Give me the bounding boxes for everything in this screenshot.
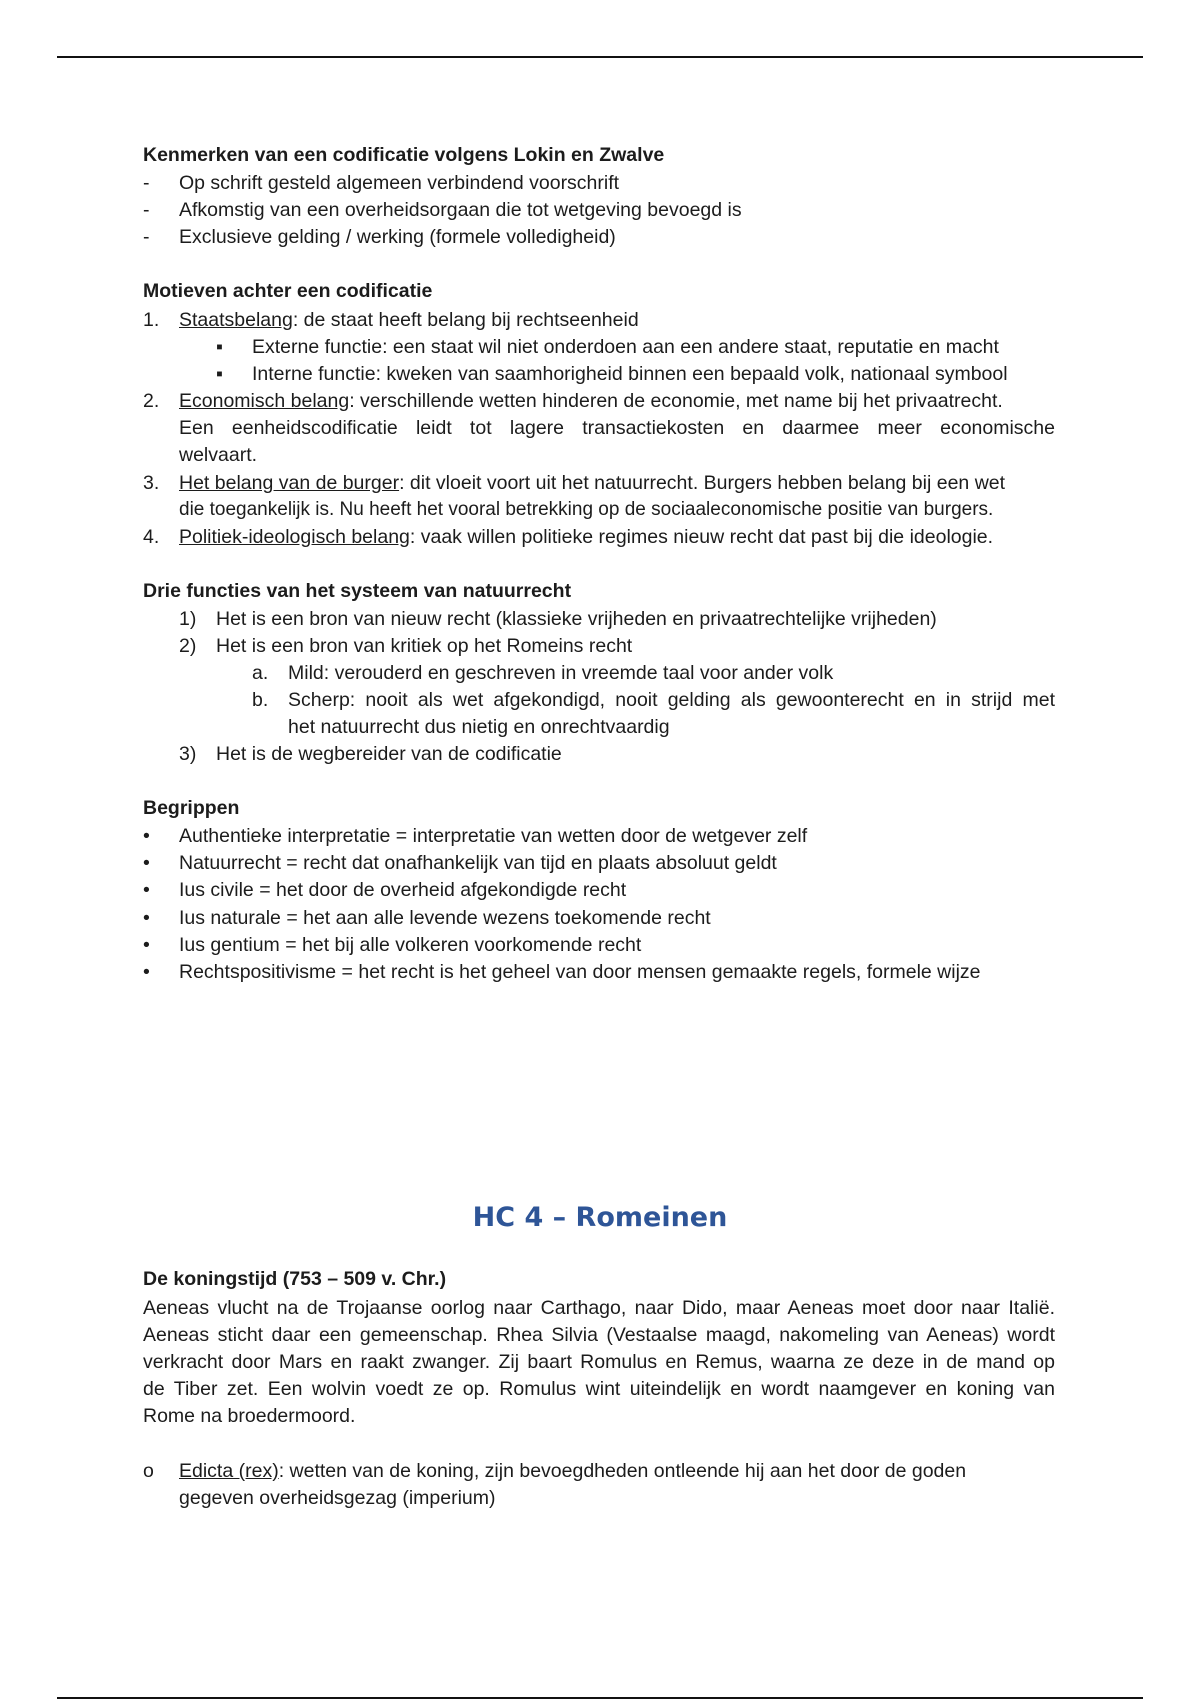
sub-list-item: Scherp: nooit als wet afgekondigd, nooit gelding als gewoonterecht en in strijd met	[288, 689, 1055, 711]
list-item: Afkomstig van een overheidsorgaan die tot wetgeving bevoegd is	[179, 199, 742, 221]
term-text: : de staat heeft belang bij rechtseenheid	[292, 309, 639, 331]
list-item: Het is een bron van kritiek op het Romeins recht	[216, 635, 633, 657]
chapter-title: HC 4 – Romeinen	[472, 1202, 728, 1233]
list-item	[179, 525, 993, 549]
bullet-marker: •	[143, 934, 150, 956]
list-letter: a.	[252, 662, 269, 684]
list-item	[179, 1459, 966, 1483]
header-rule	[57, 56, 1143, 58]
square-bullet: ▪	[216, 363, 223, 385]
sub-list-item: Interne functie: kweken van saamhorigheid binnen een bepaald volk, nationaal symbool	[252, 363, 1008, 385]
list-item: Ius civile = het door de overheid afgekondigde recht	[179, 879, 627, 901]
paragraph-line: Aeneas vlucht na de Trojaanse oorlog naar Carthago, naar Dido, maar Aeneas moet door naar Italië.	[143, 1297, 1055, 1319]
list-item: Het is een bron van nieuw recht (klassieke vrijheden en privaatrechtelijke vrijheden)	[216, 608, 937, 630]
list-item	[179, 308, 639, 332]
term: Het belang van de burger	[179, 472, 400, 494]
term-text: : verschillende wetten hinderen de economie, met name bij het privaatrecht.	[349, 390, 1003, 412]
list-item: Exclusieve gelding / werking (formele volledigheid)	[179, 226, 616, 248]
list-number: 3.	[143, 472, 160, 494]
paragraph-line: Rome na broedermoord.	[143, 1405, 356, 1427]
list-item: Ius naturale = het aan alle levende wezens toekomende recht	[179, 907, 711, 929]
list-item-continuation: die toegankelijk is. Nu heeft het vooral betrekking op de sociaaleconomische positie van burgers.	[179, 499, 994, 520]
list-number: 4.	[143, 526, 160, 548]
term: Politiek-ideologisch belang	[179, 526, 410, 548]
list-item: Het is de wegbereider van de codificatie	[216, 743, 562, 765]
list-item: Authentieke interpretatie = interpretatie van wetten door de wetgever zelf	[179, 825, 808, 847]
sub-list-item: Mild: verouderd en geschreven in vreemde taal voor ander volk	[288, 662, 834, 684]
list-item: Natuurrecht = recht dat onafhankelijk van tijd en plaats absoluut geldt	[179, 852, 777, 874]
list-number: 2)	[179, 635, 197, 657]
circle-bullet: o	[143, 1460, 154, 1482]
list-item	[179, 471, 1005, 495]
term-text: : dit vloeit voort uit het natuurrecht. Burgers hebben belang bij een wet	[399, 472, 1006, 494]
term-text: : vaak willen politieke regimes nieuw recht dat past bij die ideologie.	[409, 526, 994, 548]
dash-marker: -	[143, 199, 150, 221]
bullet-marker: •	[143, 852, 150, 874]
list-number: 2.	[143, 390, 160, 412]
list-item: Rechtspositivisme = het recht is het geheel van door mensen gemaakte regels, formele wijze	[179, 961, 981, 983]
section-heading-koningstijd: De koningstijd (753 – 509 v. Chr.)	[143, 1268, 447, 1290]
list-letter: b.	[252, 689, 269, 711]
sub-list-item-continuation: het natuurrecht dus nietig en onrechtvaardig	[288, 716, 670, 738]
paragraph-line: Aeneas sticht daar een gemeenschap. Rhea Silvia (Vestaalse maagd, nakomeling van Aeneas) wordt	[143, 1324, 1055, 1346]
sub-list-item: Externe functie: een staat wil niet onderdoen aan een andere staat, reputatie en macht	[252, 336, 999, 358]
term: Economisch belang	[179, 390, 350, 412]
list-item: Op schrift gesteld algemeen verbindend voorschrift	[179, 172, 620, 194]
list-number: 1)	[179, 608, 197, 630]
section-heading-drie-functies: Drie functies van het systeem van natuurrecht	[143, 580, 572, 602]
list-item-continuation: welvaart.	[179, 444, 258, 466]
bullet-marker: •	[143, 825, 150, 847]
list-item-continuation: Een eenheidscodificatie leidt tot lagere transactiekosten en daarmee meer economische	[179, 417, 1055, 439]
list-item: Ius gentium = het bij alle volkeren voorkomende recht	[179, 934, 642, 956]
list-item	[179, 389, 1003, 413]
term-text: : wetten van de koning, zijn bevoegdheden ontleende hij aan het door de goden	[278, 1460, 967, 1482]
footer-rule	[57, 1697, 1143, 1699]
term: Edicta (rex)	[179, 1460, 279, 1482]
bullet-marker: •	[143, 879, 150, 901]
list-item-continuation: gegeven overheidsgezag (imperium)	[179, 1487, 496, 1509]
dash-marker: -	[143, 226, 150, 248]
paragraph-line: verkracht door Mars en raakt zwanger. Zij baart Romulus en Remus, waarna ze deze in de mand op	[143, 1351, 1055, 1373]
list-number: 3)	[179, 743, 197, 765]
section-heading-motieven: Motieven achter een codificatie	[143, 280, 433, 302]
bullet-marker: •	[143, 907, 150, 929]
bullet-marker: •	[143, 961, 150, 983]
dash-marker: -	[143, 172, 150, 194]
list-number: 1.	[143, 309, 160, 331]
section-heading-kenmerken: Kenmerken van een codificatie volgens Lokin en Zwalve	[143, 144, 665, 166]
term: Staatsbelang	[179, 309, 293, 331]
section-heading-begrippen: Begrippen	[143, 797, 240, 819]
paragraph-line: de Tiber zet. Een wolvin voedt ze op. Romulus wint uiteindelijk en wordt naamgever en koning van	[143, 1378, 1055, 1400]
square-bullet: ▪	[216, 336, 223, 358]
